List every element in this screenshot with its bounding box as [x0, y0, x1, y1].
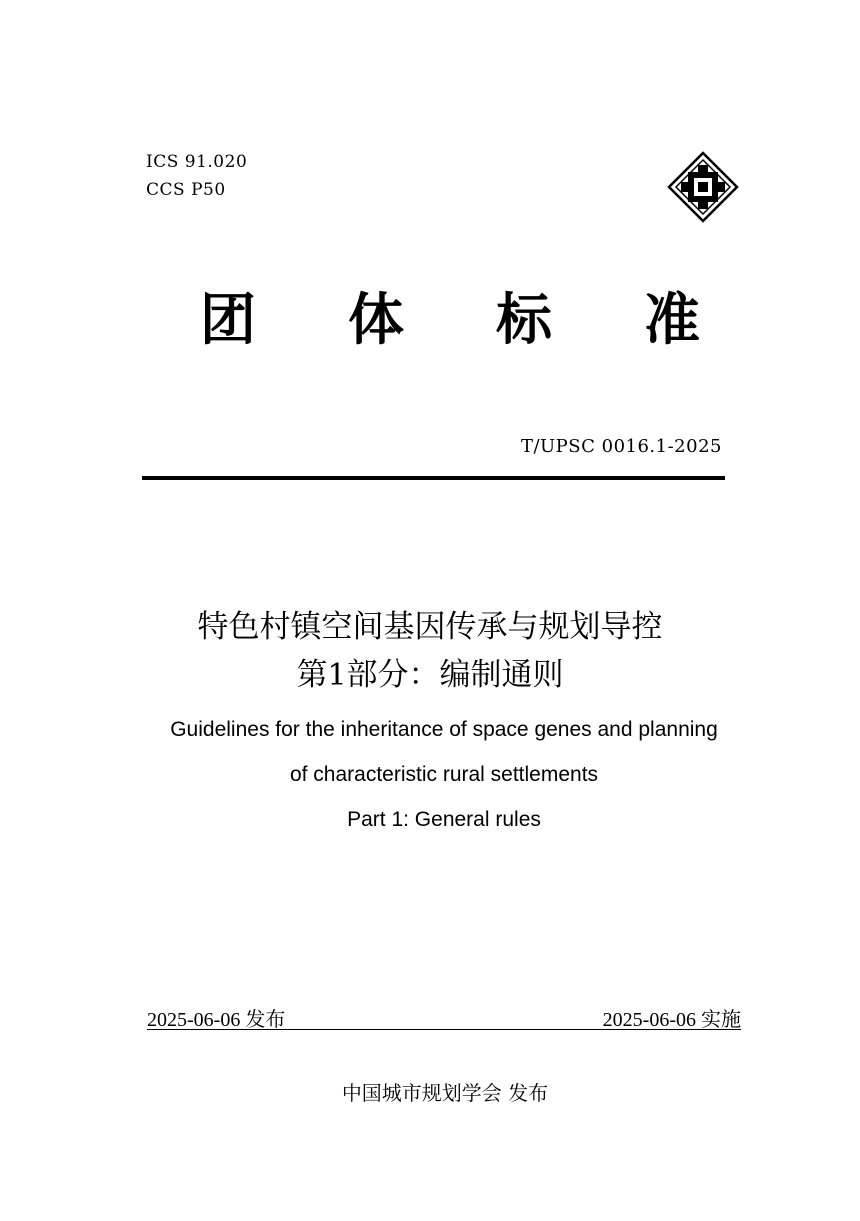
standard-type-char: 准	[644, 287, 700, 353]
ccs-code: CCS P50	[146, 180, 226, 200]
standard-type-heading	[200, 284, 700, 356]
title-chinese-line1: 特色村镇空间基因传承与规划导控	[197, 609, 663, 645]
date-line	[147, 1003, 741, 1030]
header-divider	[142, 476, 725, 480]
publisher: 中国城市规划学会 发布	[341, 1081, 549, 1105]
ics-code: ICS 91.020	[146, 152, 248, 172]
title-chinese-line2	[0, 649, 860, 694]
standard-emblem-icon	[667, 151, 739, 223]
implementation-date: 2025-06-06 实施	[602, 1009, 741, 1031]
title-part-prefix: 第	[296, 657, 328, 693]
title-english-line2: of characteristic rural settlements	[289, 763, 599, 786]
release-date: 2025-06-06 发布	[147, 1009, 286, 1031]
standard-number: T/UPSC 0016.1-2025	[520, 436, 722, 457]
standard-type-char: 体	[348, 287, 404, 353]
title-part-number: 1	[327, 658, 347, 693]
classification-codes	[146, 148, 247, 204]
title-english-part: Part 1: General rules	[347, 808, 541, 831]
title-english-line1: Guidelines for the inheritance of space genes and planning	[170, 718, 718, 741]
standard-type-char: 标	[496, 287, 552, 353]
title-part-suffix: 部分：编制通则	[346, 657, 564, 693]
standard-type-char: 团	[200, 287, 256, 353]
